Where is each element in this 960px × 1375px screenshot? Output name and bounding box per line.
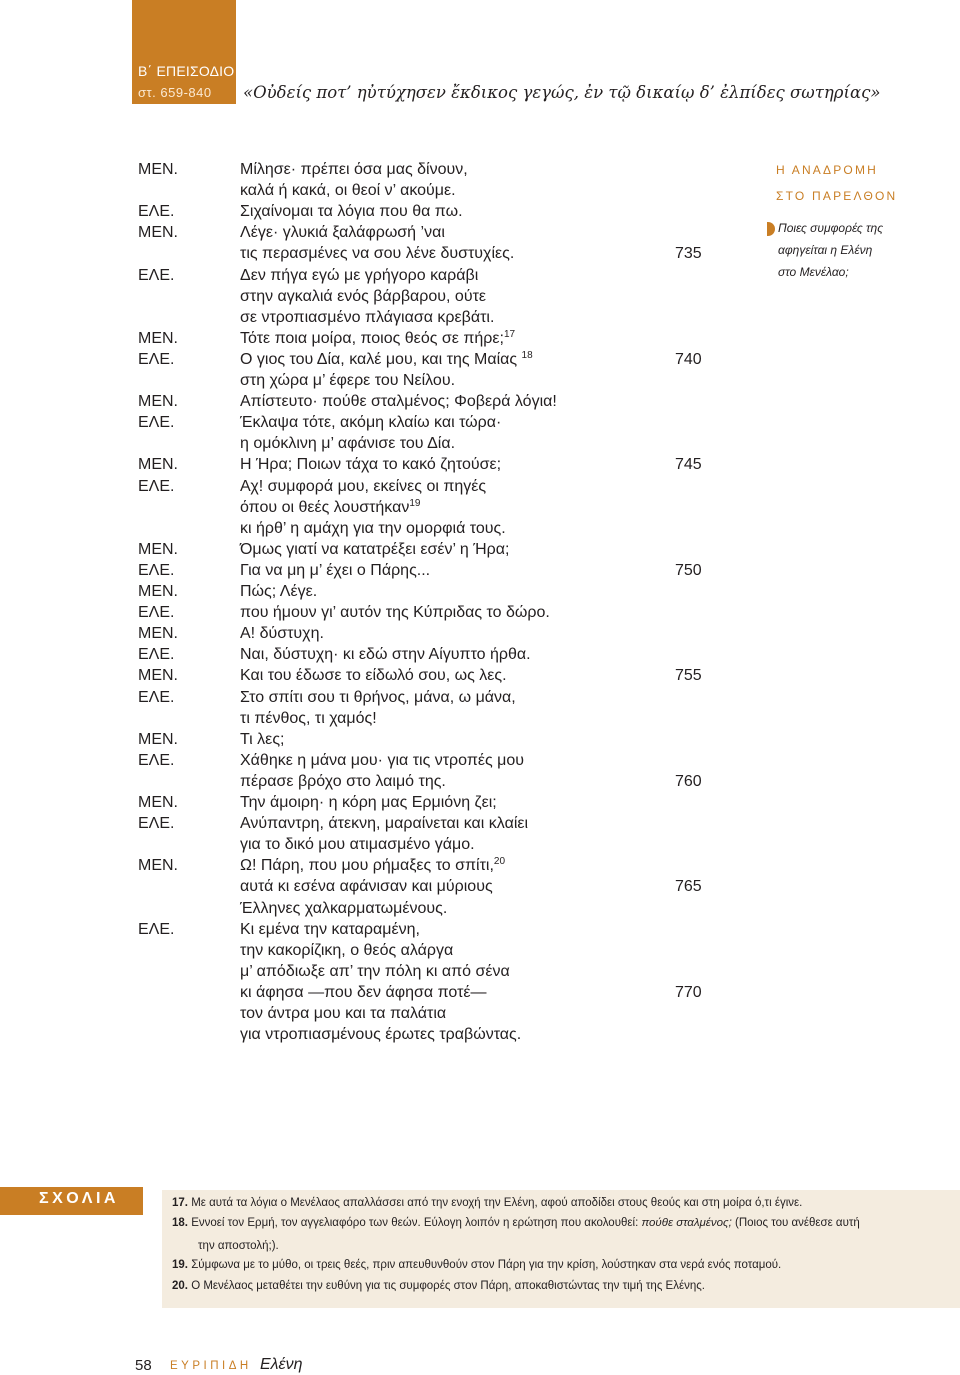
speaker-label: ΕΛΕ. <box>138 350 175 368</box>
verse-line <box>0 454 720 475</box>
verse-text-content: τις περασμένες να σου λένε δυστυχίες. <box>240 245 515 263</box>
speaker-label: ΜΕΝ. <box>138 857 178 875</box>
speaker-label: ΕΛΕ. <box>138 414 175 432</box>
verse-text <box>240 665 507 686</box>
speaker-label: ΕΛΕ. <box>138 604 175 622</box>
verse-line <box>0 433 720 454</box>
verse-text-content: όπου οι θεές λουστήκαν <box>240 498 410 516</box>
footnote-ref: 18 <box>521 349 533 361</box>
scholia-label <box>0 1187 143 1215</box>
verse-text <box>240 412 501 433</box>
note-text: Ο Μενέλαος μεταθέτει την ευθύνη για τις συμφορές στον Πάρη, αποκαθιστώντας την τιμή της Ελένης. <box>191 1280 705 1292</box>
verse-line <box>0 771 720 792</box>
speaker-label: ΜΕΝ. <box>138 625 178 643</box>
verse-text <box>240 602 550 623</box>
verse-text <box>240 834 475 855</box>
verse-text <box>240 813 528 834</box>
verse-text <box>240 391 557 412</box>
speaker-label: ΜΕΝ. <box>138 329 178 347</box>
verse-line <box>0 898 720 919</box>
scholia-label-text: ΣΧΟΛΙΑ <box>39 1190 119 1207</box>
verse-text-content: Ο γιος του Δία, καλέ μου, και της Μαίας <box>240 350 522 368</box>
verse-line <box>0 497 720 518</box>
verse-text <box>240 454 501 475</box>
speaker-label: ΜΕΝ. <box>138 393 178 411</box>
speaker-label: ΕΛΕ. <box>138 477 175 495</box>
note-number: 18. <box>172 1217 188 1229</box>
verse-text <box>240 476 486 497</box>
verse-text-content: στη χώρα μ’ έφερε του Νείλου. <box>240 372 456 389</box>
verse-line <box>0 855 720 876</box>
verse-text-content: στην αγκαλιά ενός βάρβαρου, ούτε <box>240 287 487 305</box>
speaker-label: ΜΕΝ. <box>138 583 178 600</box>
note-text: την αποστολή;). <box>198 1240 279 1252</box>
sidebar-question-line: στο Μενέλαο; <box>778 265 849 279</box>
note-text: Σύμφωνα με το μύθο, οι τρεις θεές, πριν απευθυνθούν στον Πάρη για την κρίση, λούστηκαν στα νερά ενός ποταμού. <box>191 1259 782 1271</box>
verse-text <box>240 729 284 750</box>
verse-text-content: Ω! Πάρη, που μου ρήμαξες το σπίτι, <box>240 857 494 875</box>
verse-text-content: Τι λες; <box>240 730 285 748</box>
verse-line <box>0 1003 720 1024</box>
line-number: 735 <box>675 245 702 263</box>
note-emphasis: πούθε σταλμένος; <box>641 1217 732 1229</box>
verse-text <box>240 961 510 982</box>
speaker-label: ΜΕΝ. <box>138 224 178 242</box>
line-number: 770 <box>675 983 702 1001</box>
footer-author: ΕΥΡΙΠΙΔΗ <box>170 1360 252 1372</box>
speaker-label: ΜΕΝ. <box>138 730 178 748</box>
verse-text-content: Τότε ποια μοίρα, ποιος θεός σε πήρε; <box>240 329 504 347</box>
speaker-label: ΕΛΕ. <box>138 920 175 938</box>
verse-line <box>0 750 720 771</box>
verse-text <box>240 349 533 370</box>
speaker-label: ΕΛΕ. <box>138 751 175 769</box>
verse-text-content: Ανύπαντρη, άτεκνη, μαραίνεται και κλαίει <box>240 815 529 833</box>
verse-text <box>240 687 516 708</box>
verse-text-content: Σιχαίνομαι τα λόγια που θα πω. <box>240 203 463 221</box>
verse-line <box>0 286 720 307</box>
verse-line <box>0 708 720 729</box>
verse-line <box>0 982 720 1003</box>
verse-text <box>240 518 506 539</box>
verse-text <box>240 243 514 264</box>
verse-text-content: για ντροπιασμένους έρωτες τραβώντας. <box>240 1026 522 1044</box>
note-number: 17. <box>172 1197 188 1209</box>
line-number: 745 <box>675 456 702 474</box>
page-number: 58 <box>135 1357 152 1374</box>
verse-text <box>240 159 468 180</box>
verse-line <box>0 623 720 644</box>
speaker-label: ΜΕΝ. <box>138 667 178 685</box>
verse-text <box>240 370 455 391</box>
note-number: 20. <box>172 1280 188 1292</box>
verse-text-content: Χάθηκε η μάνα μου· για τις ντροπές μου <box>240 751 525 769</box>
scholia-note-line <box>198 1236 279 1256</box>
verse-line <box>0 687 720 708</box>
verse-text-content: πέρασε βρόχο στο λαιμό της. <box>240 772 446 790</box>
verse-line <box>0 307 720 328</box>
verse-text-content: αυτά κι εσένα αφάνισαν και μύριους <box>240 878 493 896</box>
verse-text <box>240 560 430 581</box>
line-number: 760 <box>675 772 702 790</box>
verse-text <box>240 876 493 897</box>
verse-text-content: την κακορίζικη, ο θεός αλάργα <box>240 941 454 959</box>
verse-text-content: Η Ήρα; Ποιων τάχα το κακό ζητούσε; <box>240 456 502 474</box>
footnote-ref: 19 <box>409 497 421 509</box>
verse-line <box>0 539 720 560</box>
verse-line <box>0 349 720 370</box>
verse-line <box>0 370 720 391</box>
verse-text-content: κι άφησα —που δεν άφησα ποτέ— <box>240 983 487 1001</box>
verse-text-content: Στο σπίτι σου τι θρήνος, μάνα, ω μάνα, <box>240 688 516 706</box>
verse-text-content: Λέγε· γλυκιά ξαλάφρωσή ’ναι <box>240 224 445 242</box>
verse-text-content: καλά ή κακά, οι θεοί ν’ ακούμε. <box>240 182 456 200</box>
verse-text-content: τον άντρα μου και τα παλάτια <box>240 1005 447 1022</box>
verse-line <box>0 665 720 686</box>
verse-line <box>0 961 720 982</box>
line-number: 755 <box>675 667 702 685</box>
verse-text <box>240 623 324 644</box>
footnote-ref: 20 <box>493 856 506 868</box>
verse-text-content: Πώς; Λέγε. <box>240 583 318 600</box>
verse-line <box>0 813 720 834</box>
verse-text-content: Απίστευτο· πούθε σταλμένος; Φοβερά λόγια! <box>240 393 557 411</box>
verse-line <box>0 919 720 940</box>
sidebar-question-line: αφηγείται η Ελένη <box>778 243 873 257</box>
verse-line <box>0 602 720 623</box>
speaker-label: ΕΛΕ. <box>138 646 175 664</box>
speaker-label: ΕΛΕ. <box>138 561 175 579</box>
verse-line <box>0 391 720 412</box>
note-number: 19. <box>172 1259 188 1271</box>
verse-text-content: κι ήρθ’ η αμάχη για την ομορφιά τους. <box>240 519 506 537</box>
verse-line <box>0 644 720 665</box>
verse-text <box>240 708 377 729</box>
footnote-ref: 17 <box>503 328 516 340</box>
verse-text-content: Μίλησε· πρέπει όσα μας δίνουν, <box>240 161 468 178</box>
verse-line <box>0 581 720 602</box>
line-number: 765 <box>675 878 702 896</box>
verse-text <box>240 644 531 665</box>
verse-text <box>240 222 445 243</box>
verse-range: στ. 659-840 <box>138 85 212 100</box>
note-text: (Ποιος του ανέθεσε αυτή <box>731 1217 860 1229</box>
sidebar-title-line1: Η ΑΝΑΔΡΟΜΗ <box>776 163 879 177</box>
verse-text-content: μ’ απόδιωξε απ’ την πόλη κι από σένα <box>240 962 510 980</box>
speaker-label: ΜΕΝ. <box>138 456 178 474</box>
verse-text-content: Και του έδωσε το είδωλό σου, ως λες. <box>240 667 507 685</box>
verse-text-content: Έλληνες χαλκαρματωμένους. <box>240 899 448 917</box>
verse-text-content: που ήμουν γι’ αυτόν της Κύπριδας το δώρο. <box>240 604 550 622</box>
verse-text <box>240 497 420 518</box>
speaker-label: ΕΛΕ. <box>138 815 175 833</box>
verse-text-content: τι πένθος, τι χαμός! <box>240 709 377 727</box>
verse-line <box>0 328 720 349</box>
verse-line <box>0 180 720 201</box>
verse-text <box>240 919 420 940</box>
verse-text <box>240 581 317 602</box>
scholia-note-line <box>172 1193 802 1213</box>
verse-line <box>0 265 720 286</box>
speaker-label: ΕΛΕ. <box>138 266 175 284</box>
verse-text-content: Έκλαψα τότε, ακόμη κλαίω και τώρα· <box>240 414 502 432</box>
verse-text-content: Για να μη μ’ έχει ο Πάρης... <box>240 561 431 579</box>
sidebar-title-line2: ΣΤΟ ΠΑΡΕΛΘΟΝ <box>776 189 898 203</box>
note-text: Εννοεί τον Ερμή, τον αγγελιαφόρο των θεών. Εύλογη λοιπόν η ερώτηση που ακολουθεί: <box>191 1217 642 1229</box>
speaker-label: ΕΛΕ. <box>138 688 175 706</box>
verse-text-content: Δεν πήγα εγώ με γρήγορο καράβι <box>240 266 479 284</box>
speaker-label: ΜΕΝ. <box>138 794 178 811</box>
verse-line <box>0 940 720 961</box>
verse-text <box>240 940 453 961</box>
verse-text <box>240 201 463 222</box>
line-number: 740 <box>675 350 702 368</box>
verse-text-content: για το δικό μου ατιμασμένο γάμο. <box>240 836 475 854</box>
verse-text <box>240 792 497 813</box>
episode-header-block <box>132 0 236 104</box>
verse-text <box>240 898 447 919</box>
verse-text-content: Όμως γιατί να κατατρέξει εσέν’ η Ήρα; <box>240 540 510 558</box>
verse-text-content: η ομόκλινη μ’ αφάνισε του Δία. <box>240 435 456 453</box>
sidebar-bullet-icon <box>767 222 775 236</box>
verse-line <box>0 201 720 222</box>
episode-title: Β΄ ΕΠΕΙΣΟΔΙΟ <box>138 63 235 79</box>
verse-text <box>240 286 486 307</box>
verse-text <box>240 180 456 201</box>
verse-text <box>240 307 494 328</box>
speaker-label: ΜΕΝ. <box>138 161 178 178</box>
verse-text-content: Α! δύστυχη. <box>240 625 324 643</box>
note-text: Με αυτά τα λόγια ο Μενέλαος απαλλάσσει από την ενοχή την Ελένη, αφού αποδίδει στους θεούς και στη μοίρα ό,τι έγινε. <box>191 1197 803 1209</box>
episode-motto: «Οὐδείς ποτ’ ηὐτύχησεν ἔκδικος γεγώς, ἐν τῷ δικαίῳ δ’ ἐλπίδες σωτηρίας» <box>243 83 881 102</box>
verse-line <box>0 159 720 180</box>
verse-line <box>0 222 720 243</box>
verse-text <box>240 771 446 792</box>
verse-text-content: Ναι, δύστυχη· κι εδώ στην Αίγυπτο ήρθα. <box>240 646 531 664</box>
verse-line <box>0 412 720 433</box>
verse-line <box>0 729 720 750</box>
verse-text-content: Αχ! συμφορά μου, εκείνες οι πηγές <box>240 477 487 495</box>
verse-text <box>240 1003 446 1024</box>
verse-text <box>240 750 524 771</box>
verse-line <box>0 834 720 855</box>
verse-text-content: Την άμοιρη· η κόρη μας Ερμιόνη ζει; <box>240 794 497 811</box>
verse-text-content: σε ντροπιασμένο πλάγιασα κρεβάτι. <box>240 308 495 326</box>
sidebar-question-line: Ποιες συμφορές της <box>778 221 884 235</box>
verse-text <box>240 433 455 454</box>
verse-text-content: Κι εμένα την καταραμένη, <box>240 920 420 938</box>
verse-line <box>0 876 720 897</box>
scholia-note-line <box>172 1255 781 1275</box>
verse-line <box>0 792 720 813</box>
line-number: 750 <box>675 561 702 579</box>
scholia-note-line <box>172 1276 705 1296</box>
speaker-label: ΕΛΕ. <box>138 203 175 221</box>
verse-text <box>240 982 487 1003</box>
verse-text <box>240 539 509 560</box>
verse-line <box>0 1024 720 1045</box>
verse-text <box>240 265 478 286</box>
verse-line <box>0 243 720 264</box>
verse-text <box>240 855 505 876</box>
scholia-note-line <box>172 1213 860 1233</box>
footer-work-title: Ελένη <box>260 1356 303 1373</box>
verse-line <box>0 518 720 539</box>
verse-text <box>240 328 515 349</box>
verse-text <box>240 1024 521 1045</box>
verse-line <box>0 476 720 497</box>
verse-line <box>0 560 720 581</box>
speaker-label: ΜΕΝ. <box>138 540 178 558</box>
